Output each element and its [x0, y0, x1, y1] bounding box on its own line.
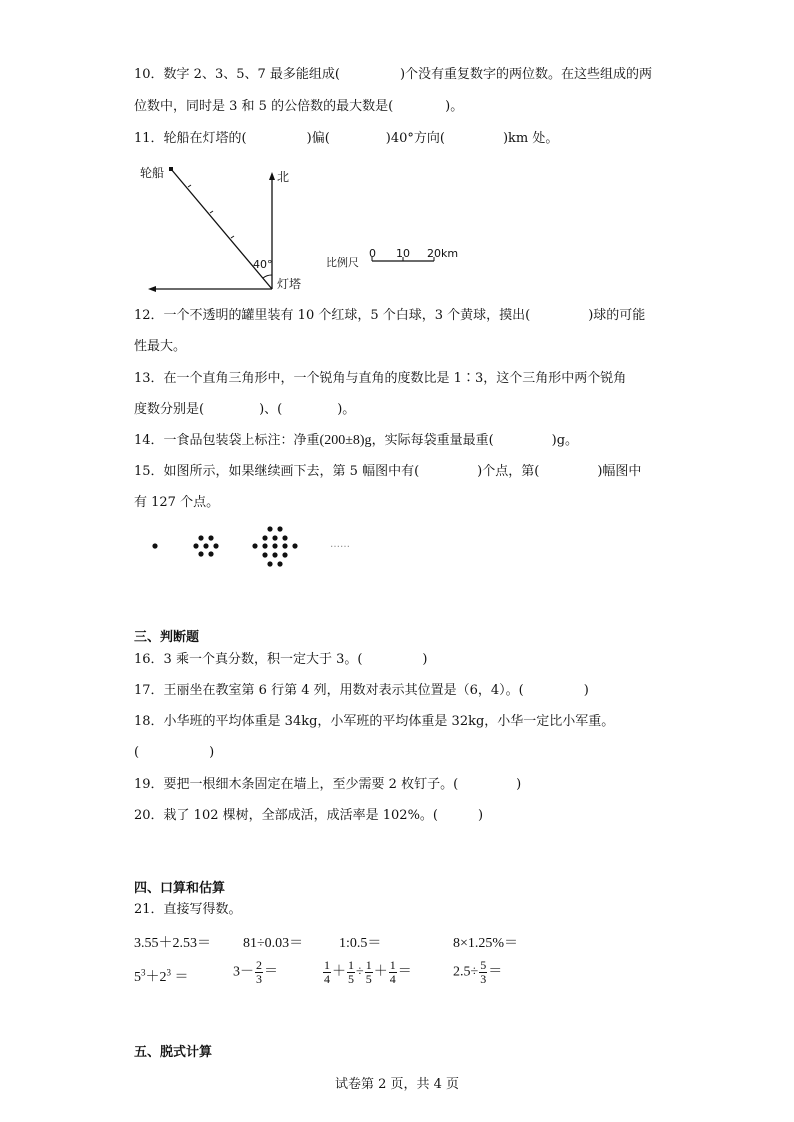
angle-arc	[263, 275, 272, 278]
question-12-line1: 12．一个不透明的罐里装有 10 个红球，5 个白球，3 个黄球，摸出( )球的可能	[134, 308, 646, 323]
ship-label: 轮船	[140, 166, 165, 180]
section-5-title: 五、脱式计算	[134, 1045, 213, 1060]
scale-tick	[231, 236, 234, 238]
scale-tick	[210, 211, 213, 213]
question-21: 21．直接写得数。	[134, 902, 242, 917]
scale-tick-label: 0	[369, 247, 376, 260]
north-arrow-head	[269, 172, 275, 180]
dot	[193, 543, 198, 548]
question-11: 11．轮船在灯塔的( )偏( )40°方向( )km 处。	[134, 131, 559, 146]
page-footer: 试卷第 2 页，共 4 页	[334, 1077, 460, 1092]
scale-tick	[188, 185, 191, 187]
dot	[267, 526, 272, 531]
dot	[213, 543, 218, 548]
dot	[277, 561, 282, 566]
question-18-line1: 18．小华班的平均体重是 34kg，小军班的平均体重是 32kg，小华一定比小军重。	[134, 714, 615, 729]
question-13-line2: 度数分别是( )、( )。	[134, 402, 356, 417]
dot	[203, 543, 208, 548]
lighthouse-label: 灯塔	[277, 277, 302, 291]
fraction: $\frac{1}{5}$	[365, 958, 372, 986]
west-arrow-head	[148, 286, 156, 292]
dot	[272, 543, 277, 548]
fraction: $\frac{1}{5}$	[348, 958, 354, 986]
fraction: $\frac{1}{4}$	[389, 958, 396, 986]
dot	[277, 526, 282, 531]
dot	[282, 552, 287, 557]
direction-diagram	[130, 158, 470, 298]
fraction: $\frac{1}{4}$	[324, 958, 330, 986]
section-4-title: 四、口算和估算	[134, 881, 226, 896]
dot	[262, 535, 267, 540]
dot	[267, 561, 272, 566]
dot	[292, 543, 297, 548]
scale-tick-label: 20km	[427, 247, 459, 260]
scale-tick-label: 10	[396, 247, 410, 260]
oral-calc-8: 2.5÷ $\frac{5}{3}$ ＝	[453, 958, 503, 986]
dot-pattern-figure	[145, 522, 375, 574]
dot	[262, 552, 267, 557]
dot	[272, 535, 277, 540]
dot	[282, 535, 287, 540]
north-label: 北	[277, 170, 290, 184]
question-15-line1: 15．如图所示，如果继续画下去，第 5 幅图中有( )个点，第( )幅图中	[134, 464, 642, 479]
question-13-line1: 13．在一个直角三角形中，一个锐角与直角的度数比是 1∶3，这个三角形中两个锐角	[134, 371, 627, 386]
dot	[272, 552, 277, 557]
question-19: 19．要把一根细木条固定在墙上，至少需要 2 枚钉子。( )	[134, 777, 522, 792]
oral-calc-2: 81÷0.03＝	[243, 936, 304, 951]
dot	[198, 551, 203, 556]
oral-calc-5: $5^3+2^3$ ＝	[134, 967, 189, 985]
oral-calc-4: 8×1.25%＝	[453, 936, 519, 951]
section-3-title: 三、判断题	[134, 630, 200, 645]
question-12-line2: 性最大。	[134, 339, 187, 354]
continuation-ellipsis: ……	[330, 539, 350, 550]
question-15-line2: 有 127 个点。	[134, 495, 220, 510]
question-10-line1: 10．数字 2、3、5、7 最多能组成( )个没有重复数字的两位数。在这些组成的两	[134, 67, 653, 82]
question-17: 17．王丽坐在教室第 6 行第 4 列，用数对表示其位置是（6，4）。( )	[134, 683, 589, 698]
dot	[208, 551, 213, 556]
ship-direction-line	[171, 169, 272, 289]
oral-calc-1: 3.55＋2.53＝	[134, 936, 211, 951]
oral-calc-3: 1:0.5＝	[339, 936, 382, 951]
question-20: 20．栽了 102 棵树，全部成活，成活率是 102%。( )	[134, 808, 484, 823]
dot	[152, 543, 157, 548]
question-10-line2: 位数中，同时是 3 和 5 的公倍数的最大数是( )。	[134, 99, 464, 114]
fraction: $\frac{5}{3}$	[480, 958, 487, 986]
fraction: $\frac{2}{3}$	[256, 958, 262, 986]
question-16: 16．3 乘一个真分数，积一定大于 3。( )	[134, 652, 428, 667]
scale-label: 比例尺	[326, 256, 359, 269]
dot	[282, 543, 287, 548]
oral-calc-6: 3－ $\frac{2}{3}$ ＝	[233, 958, 278, 986]
question-14: 14．一食品包装袋上标注：净重(200±8)g，实际每袋重量最重( )g。	[134, 433, 579, 448]
dot	[262, 543, 267, 548]
dot	[198, 535, 203, 540]
question-18-line2: ( )	[134, 745, 215, 760]
angle-label: 40°	[253, 258, 273, 271]
dot	[252, 543, 257, 548]
oral-calc-7: $\frac{1}{4}$ ＋ $\frac{1}{5}$ ÷ $\frac{1}{5}$ ＋ $\frac{1}{4}$ ＝	[324, 958, 412, 986]
dot	[208, 535, 213, 540]
